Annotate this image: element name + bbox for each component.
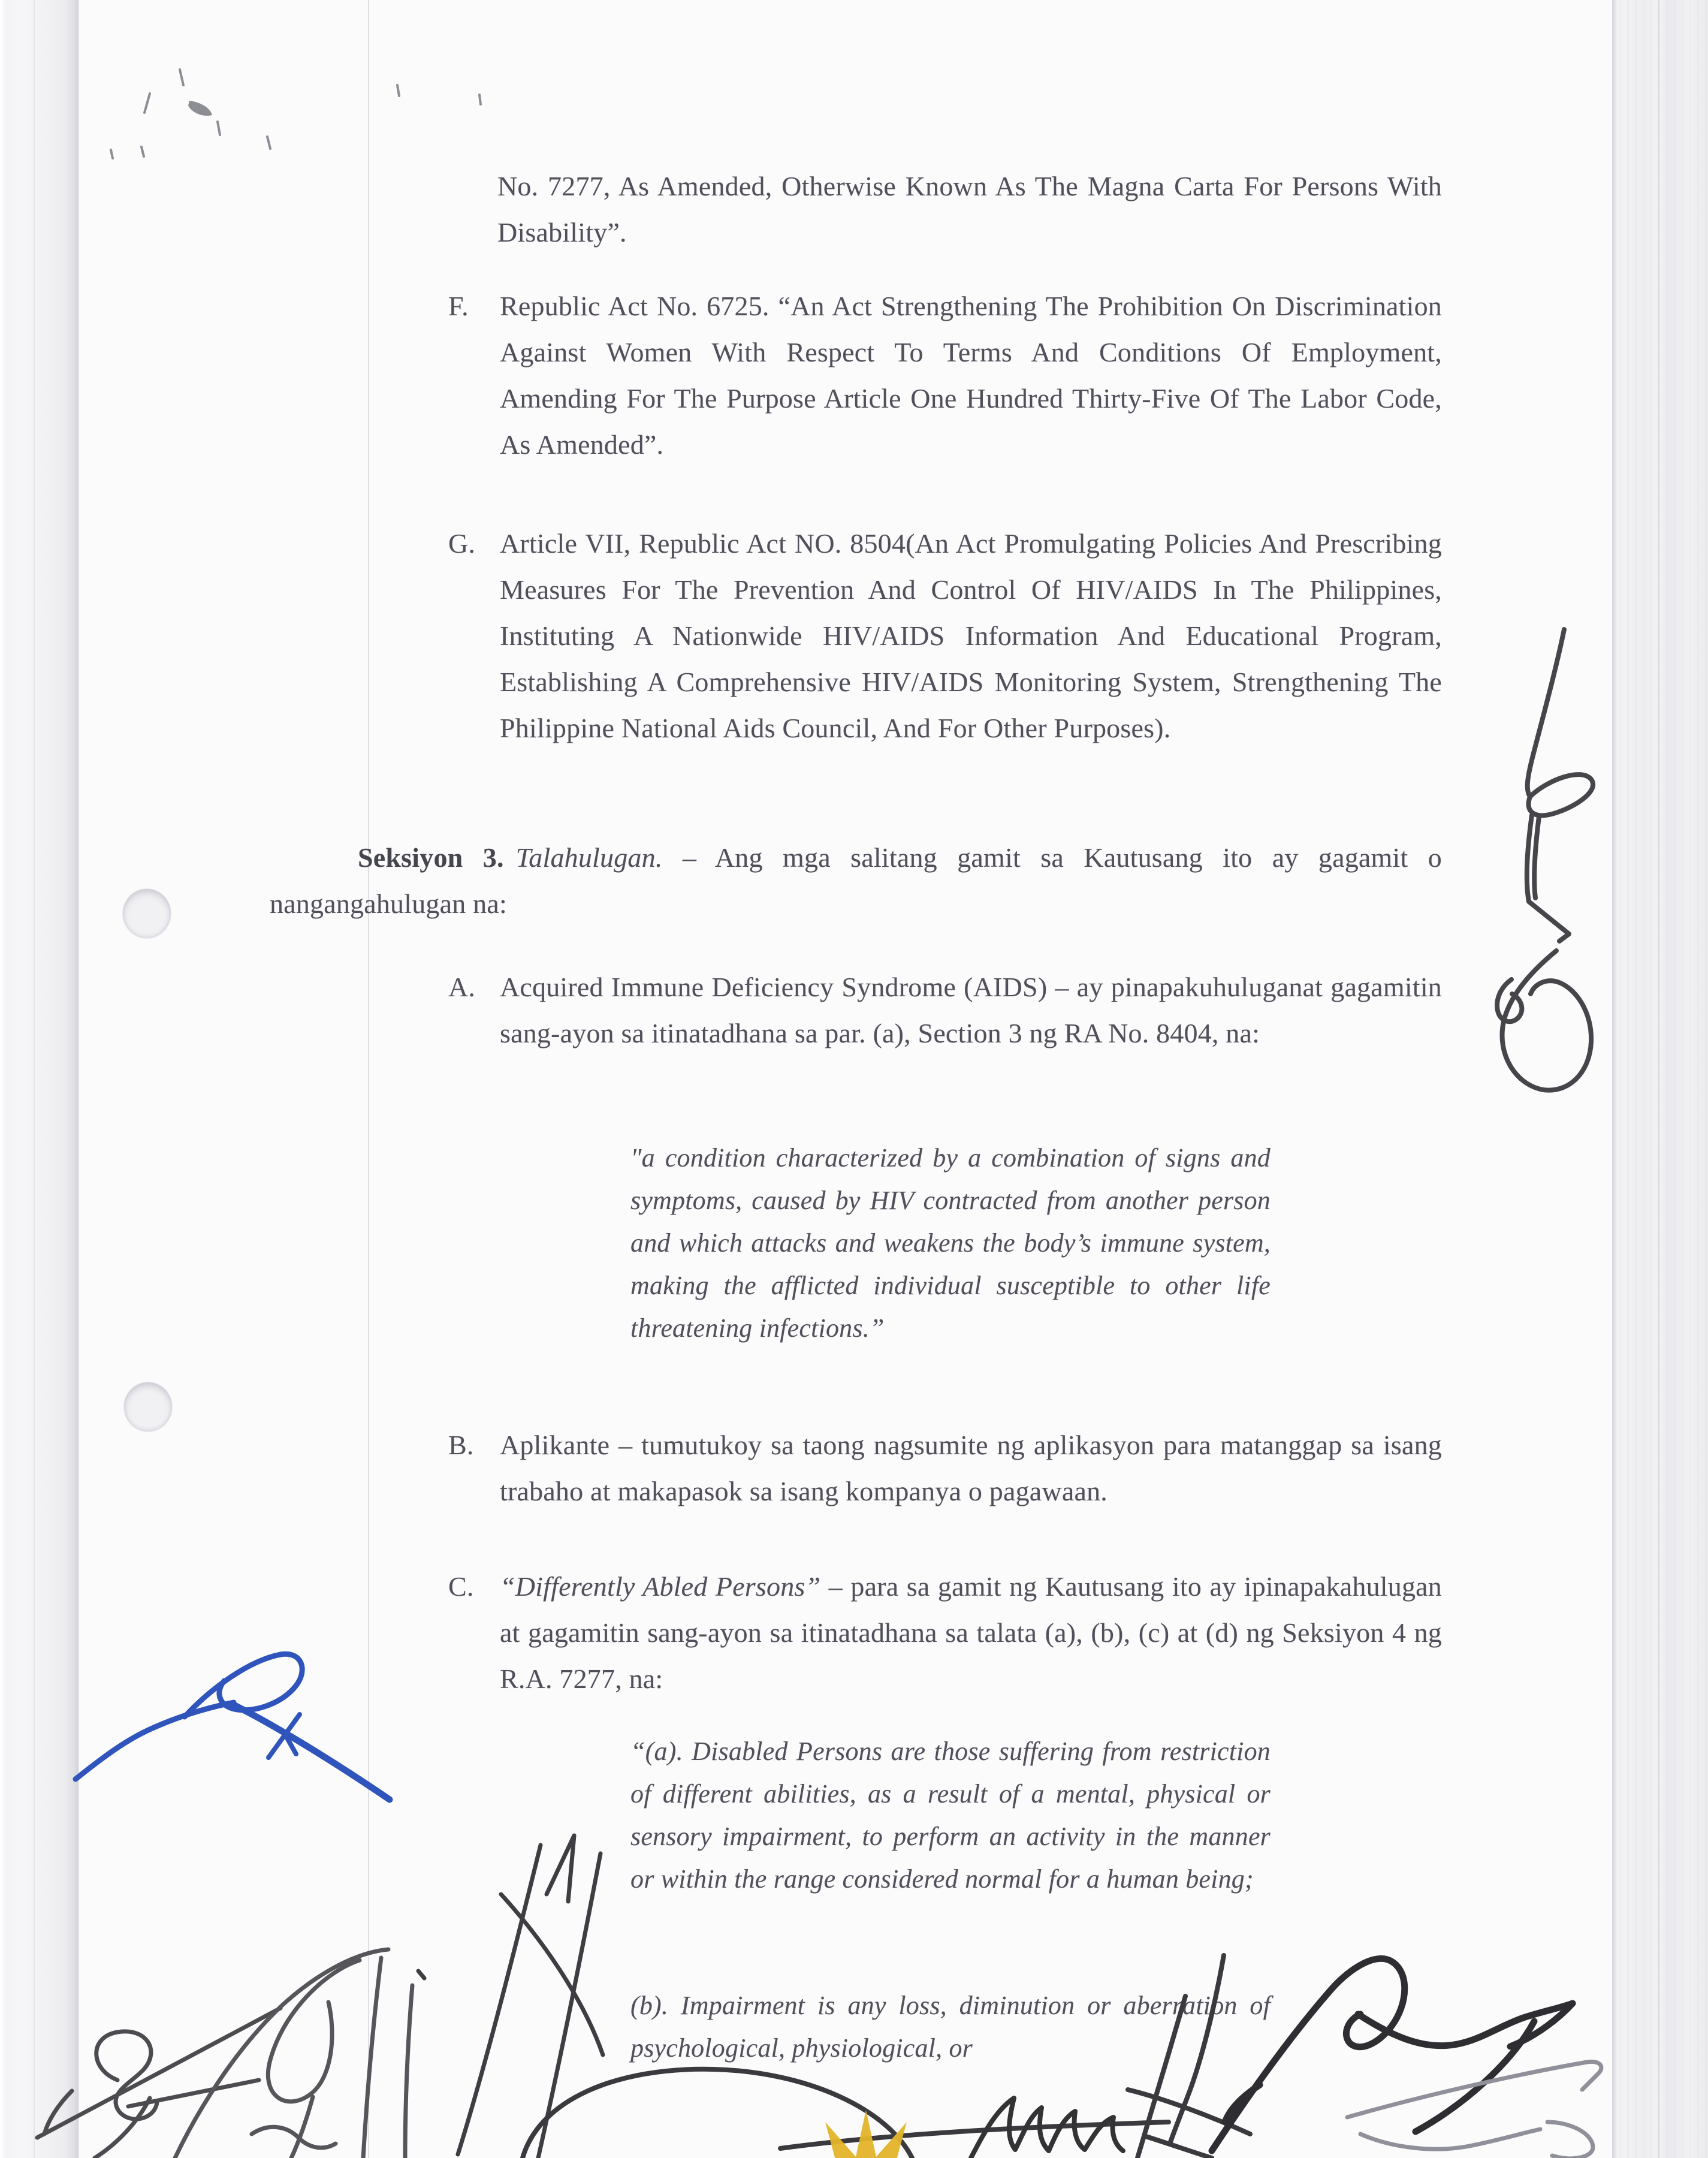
paragraph-continuation: No. 7277, As Amended, Otherwise Known As The Magna Carta For Persons With Disability”. bbox=[497, 171, 1442, 248]
hole-punch-bottom bbox=[124, 1382, 172, 1431]
definition-item-A bbox=[448, 964, 1442, 1056]
section-heading bbox=[270, 834, 1442, 927]
section-title: Talahulugan. bbox=[515, 842, 663, 873]
list-item-G-text: Article VII, Republic Act NO. 8504(An Act Promulgating Policies And Prescribing Measures For The Prevention And Control Of HIV/AIDS In The Philippines, Instituting A Nationwide HIV/AIDS Information And Educational Program, Establishing A Comprehensive HIV/AIDS Monitoring System, Strengthening The Philippine National Aids Council, And For Other Purposes). bbox=[500, 528, 1442, 743]
definition-item-B bbox=[448, 1422, 1442, 1514]
definition-C-text bbox=[500, 1563, 1442, 1702]
hole-punch-top bbox=[123, 889, 171, 938]
blockquote-impairment: (b). Impairment is any loss, diminution or aberration of psychological, physiological, or bbox=[630, 1991, 1271, 2063]
section-text: – Ang mga salitang gamit sa Kautusang ito ay gagamit o nangangahulugan na: bbox=[270, 842, 1442, 919]
definition-A-text: Acquired Immune Deficiency Syndrome (AIDS) – ay pinapakuhuluganat gagamitin sang-ayon sa itinatadhana sa par. (a), Section 3 ng RA No. 8404, na: bbox=[500, 972, 1442, 1048]
list-marker-G: G. bbox=[448, 528, 476, 559]
signature-bottom-left-loops bbox=[175, 1949, 412, 2158]
signature-gray-swoosh bbox=[1347, 2061, 1601, 2158]
signature-bottom-center bbox=[418, 1835, 603, 2158]
definition-B-text: Aplikante – tumutukoy sa taong nagsumite ng aplikasyon para matanggap sa isang trabaho at makapasok sa isang kompanya o pagawaan. bbox=[500, 1430, 1442, 1506]
philippine-sun-seal-icon bbox=[807, 2110, 925, 2158]
list-marker-C: C. bbox=[448, 1571, 474, 1602]
list-item-F-text: Republic Act No. 6725. “An Act Strengthening The Prohibition On Discrimination Against Women With Respect To Terms And Conditions Of Employment, Amending For The Purpose Article One Hundred Thirty-Five Of The Labor Code, As Amended”. bbox=[500, 291, 1442, 460]
blockquote-aids-definition: "a condition characterized by a combination of signs and symptoms, caused by HIV contracted from another person and which attacks and weakens the body’s immune system, making the afflicted individual susceptible to other life threatening infections.” bbox=[630, 1143, 1271, 1343]
definition-item-C bbox=[448, 1563, 1442, 1702]
scanner-edge-left bbox=[0, 0, 79, 2158]
list-marker-F: F. bbox=[448, 291, 469, 321]
signature-right-margin bbox=[1497, 629, 1593, 1090]
section-number: Seksiyon 3. bbox=[358, 842, 504, 873]
signature-blue bbox=[76, 1654, 390, 1800]
blockquote-disabled-persons: “(a). Disabled Persons are those suffering from restriction of different abilities, as a result of a mental, physical or sensory impairment, to perform an activity in the manner or within the range considered normal for a human being; bbox=[630, 1737, 1271, 1894]
pen-marks-top-left-icon bbox=[111, 70, 481, 158]
seal-ellipse-stroke bbox=[523, 2069, 1169, 2158]
scanner-edge-right bbox=[1612, 0, 1708, 2158]
signature-over-seal bbox=[971, 2098, 1123, 2158]
list-marker-A: A. bbox=[448, 972, 476, 1002]
list-item-F bbox=[448, 283, 1442, 468]
definition-C-body: – para sa gamit ng Kautusang ito ay ipinapakahulugan at gagamitin sang-ayon sa itinatadhana sa talata (a), (b), (c) at (d) ng Seksiyon 4 ng R.A. 7277, na: bbox=[500, 1571, 1442, 1694]
definition-C-lead: “Differently Abled Persons” bbox=[500, 1571, 821, 1602]
list-marker-B: B. bbox=[448, 1430, 474, 1460]
page-fold-line bbox=[368, 0, 369, 2158]
list-item-G bbox=[448, 520, 1442, 751]
